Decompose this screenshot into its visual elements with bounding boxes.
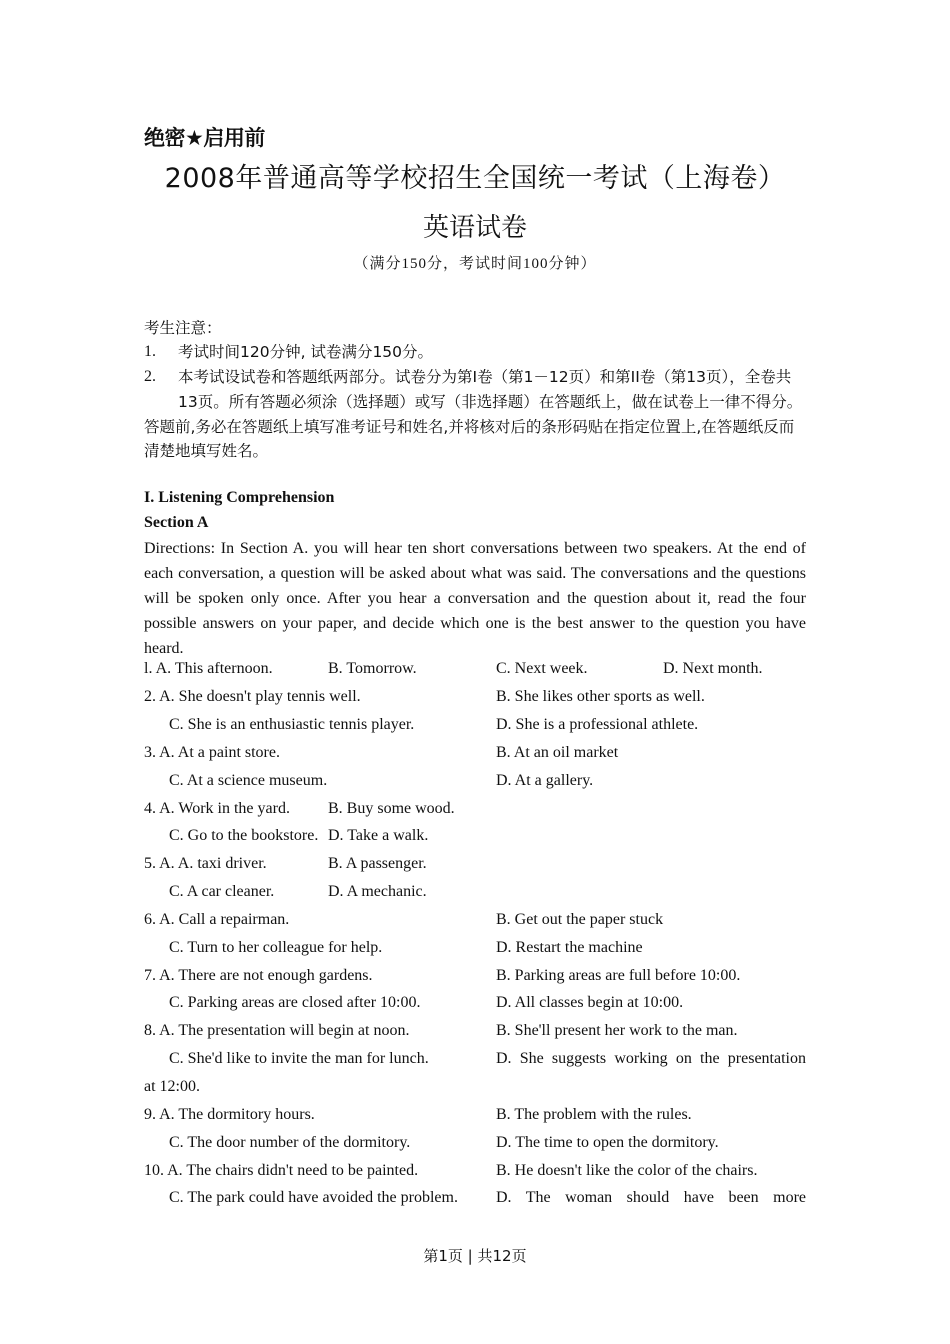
- q9-option-b: B. The problem with the rules.: [496, 1106, 692, 1123]
- q10-option-c: C. The park could have avoided the problem.: [169, 1189, 458, 1206]
- q3-option-a: 3. A. At a paint store.: [144, 744, 280, 761]
- notice-heading: 考生注意：: [144, 319, 222, 337]
- q6-option-a: 6. A. Call a repairman.: [144, 911, 290, 928]
- q1-option-a: l. A. This afternoon.: [144, 660, 273, 677]
- q4-option-c: C. Go to the bookstore.: [169, 827, 319, 844]
- secret-label: 绝密★启用前: [144, 126, 265, 150]
- notice-block: [144, 316, 808, 463]
- q2-option-a: 2. A. She doesn't play tennis well.: [144, 688, 361, 705]
- exam-subtitle: 英语试卷: [422, 213, 527, 243]
- q8-option-d: D. She suggests working on the presentation: [496, 1050, 806, 1067]
- q10-option-d: D. The woman should have been more: [496, 1189, 806, 1206]
- q9-option-a: 9. A. The dormitory hours.: [144, 1106, 315, 1123]
- page-footer: 第1页 | 共12页: [423, 1247, 527, 1265]
- notice-extra: 答题前,务必在答题纸上填写准考证号和姓名,并将核对后的条形码贴在指定位置上,在答题纸反而清楚地填写姓名。: [144, 418, 795, 460]
- q8-option-a: 8. A. The presentation will begin at noon.: [144, 1022, 410, 1039]
- q6-option-b: B. Get out the paper stuck: [496, 911, 664, 928]
- q10-option-a: 10. A. The chairs didn't need to be painted.: [144, 1162, 419, 1179]
- q3-option-d: D. At a gallery.: [496, 772, 594, 789]
- notice-item-text: 本考试设试卷和答题纸两部分。试卷分为第I卷（第1－12页）和第II卷（第13页），全卷共13页。所有答题必须涂（选择题）或写（非选择题）在答题纸上，做在试卷上一律不得分。: [178, 368, 803, 411]
- q1-option-d: D. Next month.: [663, 660, 763, 677]
- q4-option-d: D. Take a walk.: [328, 827, 429, 844]
- section-title: I. Listening Comprehension: [144, 489, 335, 506]
- q2-option-c: C. She is an enthusiastic tennis player.: [169, 716, 415, 733]
- q9-option-d: D. The time to open the dormitory.: [496, 1134, 719, 1151]
- q2-option-d: D. She is a professional athlete.: [496, 716, 699, 733]
- notice-item-number: 1.: [144, 343, 156, 360]
- q1-option-c: C. Next week.: [496, 660, 588, 677]
- section-subtitle: Section A: [144, 514, 209, 531]
- q4-option-a: 4. A. Work in the yard.: [144, 800, 290, 817]
- q5-option-c: C. A car cleaner.: [169, 883, 275, 900]
- q6-option-c: C. Turn to her colleague for help.: [169, 939, 383, 956]
- q9-option-c: C. The door number of the dormitory.: [169, 1134, 411, 1151]
- exam-title: 2008年普通高等学校招生全国统一考试（上海卷）: [164, 163, 786, 194]
- notice-item-number: 2.: [144, 368, 156, 385]
- q5-option-b: B. A passenger.: [328, 855, 427, 872]
- q5-option-d: D. A mechanic.: [328, 883, 427, 900]
- q5-option-a: 5. A. A. taxi driver.: [144, 855, 267, 872]
- q8-option-d-continued: at 12:00.: [144, 1078, 200, 1095]
- q4-option-b: B. Buy some wood.: [328, 800, 455, 817]
- notice-item-1: [144, 340, 808, 365]
- q6-option-d: D. Restart the machine: [496, 939, 643, 956]
- q8-option-b: B. She'll present her work to the man.: [496, 1022, 738, 1039]
- q8-option-c: C. She'd like to invite the man for lunch.: [169, 1050, 429, 1067]
- q10-option-b: B. He doesn't like the color of the chairs.: [496, 1162, 758, 1179]
- q3-option-c: C. At a science museum.: [169, 772, 328, 789]
- score-note: （满分150分，考试时间100分钟）: [353, 256, 597, 272]
- section-directions: Directions: In Section A. you will hear ten short conversations between two speakers. At the end of each conversation, a question will be asked about what was said. The conversations and the questions will be spoken only once. After you hear a conversation and the question about it, read the four possible answers on your paper, and decide which one is the best answer to the question you have heard.: [144, 540, 806, 657]
- q7-option-d: D. All classes begin at 10:00.: [496, 994, 684, 1011]
- q1-option-b: B. Tomorrow.: [328, 660, 417, 677]
- q7-option-b: B. Parking areas are full before 10:00.: [496, 967, 741, 984]
- q7-option-a: 7. A. There are not enough gardens.: [144, 967, 373, 984]
- q3-option-b: B. At an oil market: [496, 744, 619, 761]
- notice-item-text: 考试时间120分钟, 试卷满分150分。: [178, 343, 434, 361]
- q7-option-c: C. Parking areas are closed after 10:00.: [169, 994, 421, 1011]
- notice-item-2: [144, 365, 808, 415]
- q2-option-b: B. She likes other sports as well.: [496, 688, 705, 705]
